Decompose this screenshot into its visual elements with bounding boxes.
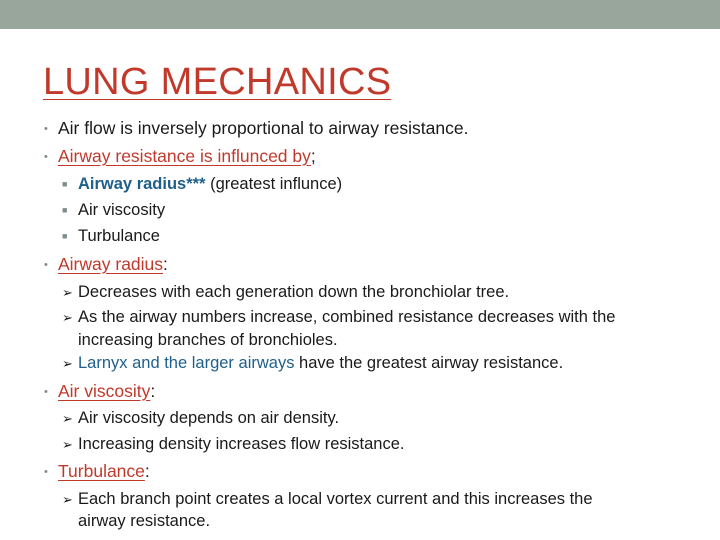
bullet-4-link[interactable]: Air viscosity (58, 381, 151, 401)
bullet-dot: • (44, 386, 48, 398)
bullet-2-sub-1-tail: (greatest influnce) (205, 175, 343, 193)
bullet-5-link[interactable]: Turbulance (58, 461, 145, 481)
bullet-2-sub-2-text: Air viscosity (78, 201, 166, 219)
bullet-2-sub-3 (62, 226, 160, 246)
bullet-2-sub-2 (62, 200, 165, 220)
bullet-4 (44, 381, 155, 402)
arrow-bullet-icon: ➢ (62, 285, 73, 300)
square-bullet: ■ (62, 179, 68, 189)
bullet-2-sub-3-text: Turbulance (78, 227, 160, 245)
bullet-3-sub-3-tail: have the greatest airway resistance. (294, 354, 564, 372)
arrow-bullet-icon: ➢ (62, 310, 73, 325)
square-bullet: ■ (62, 231, 68, 241)
bullet-2-tail: ; (310, 146, 316, 166)
bullet-2-link[interactable]: Airway resistance is influnced by (58, 146, 311, 166)
arrow-bullet-icon: ➢ (62, 411, 73, 426)
bullet-dot: • (44, 151, 48, 163)
arrow-bullet-icon: ➢ (62, 437, 73, 452)
bullet-dot: • (44, 123, 48, 135)
bullet-1 (44, 118, 468, 139)
bullet-3-tail: : (163, 254, 168, 274)
slide-title: LUNG MECHANICS (43, 61, 392, 103)
bullet-4-sub-1-text: Air viscosity depends on air density. (78, 409, 340, 427)
bullet-dot: • (44, 466, 48, 478)
bullet-4-sub-1 (62, 408, 339, 429)
bullet-4-tail: : (150, 381, 156, 401)
bullet-3-sub-2-text: As the airway numbers increase, combined resistance decreases with the (78, 308, 616, 326)
bullet-5-sub-1 (62, 489, 593, 510)
bullet-dot: • (44, 259, 48, 271)
bullet-2-sub-1 (62, 174, 342, 194)
bullet-1-text: Air flow is inversely proportional to airway resistance. (58, 118, 469, 138)
top-band (0, 0, 720, 29)
bullet-3-sub-2-cont: increasing branches of bronchioles. (78, 331, 338, 349)
bullet-5-sub-1-cont: airway resistance. (78, 512, 211, 530)
bullet-3-sub-1-text: Decreases with each generation down the bronchiolar tree. (78, 283, 510, 301)
arrow-bullet-icon: ➢ (62, 356, 73, 371)
bullet-3 (44, 254, 168, 275)
bullet-3-link[interactable]: Airway radius (58, 254, 164, 274)
bullet-3-sub-1 (62, 282, 509, 303)
bullet-5-sub-1-text: Each branch point creates a local vortex current and this increases the (78, 490, 593, 508)
bullet-5-tail: : (144, 461, 150, 481)
arrow-bullet-icon: ➢ (62, 492, 73, 507)
bullet-4-sub-2-text: Increasing density increases flow resistance. (78, 435, 405, 453)
bullet-5 (44, 461, 150, 482)
square-bullet: ■ (62, 205, 68, 215)
bullet-3-sub-2 (62, 307, 615, 328)
bullet-2-sub-1-bold: Airway radius*** (78, 175, 206, 193)
bullet-4-sub-2 (62, 434, 405, 455)
bullet-2 (44, 146, 316, 167)
bullet-3-sub-3 (62, 353, 563, 374)
bullet-3-sub-3-blue: Larnyx and the larger airways (78, 354, 295, 372)
